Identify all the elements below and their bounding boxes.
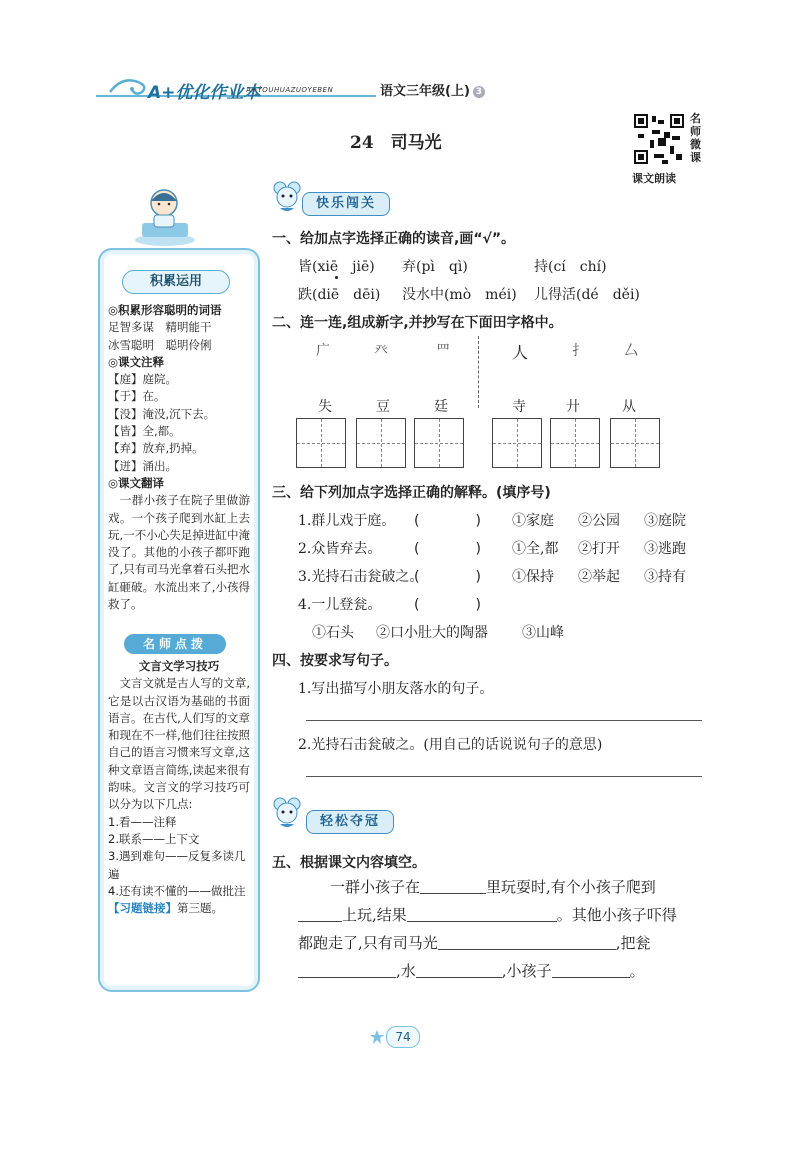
- radical-item[interactable]: 罒: [436, 343, 450, 359]
- q3-item-4: 4.一儿登瓮。: [298, 597, 382, 613]
- sidebar-line: 足智多谋 精明能干: [108, 320, 212, 335]
- radical-item[interactable]: 厶: [624, 343, 638, 359]
- mouse-mascot-icon: [270, 796, 304, 830]
- q3-item-1: 1.群儿戏于庭。: [298, 513, 396, 529]
- q3-opt: ③持有: [644, 569, 686, 585]
- tianzige-box[interactable]: [492, 418, 542, 468]
- q5-line-3: [298, 932, 651, 953]
- sidebar-line: 【弃】放弃,扔掉。: [108, 441, 204, 456]
- q5-text: ,水: [396, 962, 416, 980]
- q4-answer-line[interactable]: [306, 720, 702, 721]
- q5-text: 都跑走了,只有司马光: [298, 934, 438, 952]
- sidebar-title: 积累运用: [149, 274, 202, 289]
- grade-text: 语文三年级(上): [380, 84, 470, 99]
- tip-content: [108, 658, 250, 917]
- q5-text: 一群小孩子在: [330, 878, 421, 896]
- section-banner-happy: [302, 192, 390, 216]
- q5-blank[interactable]: [438, 935, 616, 950]
- q1-option[interactable]: [402, 256, 468, 276]
- q3-opt: ①全,都: [512, 541, 559, 557]
- component-item[interactable]: 豆: [376, 399, 390, 415]
- q4-item-1: 1.写出描写小朋友落水的句子。: [298, 681, 494, 697]
- component-item[interactable]: 廷: [434, 399, 448, 415]
- q1-row2-item3: 儿得活(dé děi): [534, 287, 640, 303]
- sidebar-content: [108, 302, 250, 613]
- qr-caption: 课文朗读: [632, 172, 676, 185]
- q5-text: ,小孩子: [501, 962, 552, 980]
- q5-text: ,把瓮: [615, 934, 651, 952]
- q3-opt: ②打开: [578, 541, 620, 557]
- qr-side-label: 名师微课: [690, 112, 701, 164]
- tianzige-box[interactable]: [356, 418, 406, 468]
- q3-opt: ①保持: [512, 569, 554, 585]
- sidebar-line: 【于】在。: [108, 389, 166, 404]
- tianzige-box[interactable]: [610, 418, 660, 468]
- q1-option[interactable]: [402, 284, 517, 304]
- radical-item[interactable]: 扌: [572, 343, 586, 359]
- exercise-link: [108, 900, 250, 917]
- question-4-title: 四、按要求写句子。: [272, 653, 398, 669]
- q5-blank[interactable]: [298, 907, 342, 922]
- sidebar-line: ◎课文注释: [108, 354, 165, 369]
- q1-row2-item2: 没水中(mò méi): [402, 287, 517, 303]
- radical-item[interactable]: 癶: [374, 343, 388, 359]
- sidebar-translation: 一群小孩子在院子里做游戏。一个孩子爬到水缸上去玩,一不小心失足掉进缸中淹没了。其他的小孩子都吓跑了,只有司马光拿着石头把水缸砸破。水流出来了,小孩得救了。: [108, 493, 250, 612]
- banner-text: 快乐闯关: [315, 196, 376, 211]
- q3-opt: ③庭院: [644, 513, 686, 529]
- radical-item[interactable]: 人: [512, 343, 529, 362]
- q3-opt: ③逃跑: [644, 541, 686, 557]
- tip-heading: 文言文学习技巧: [138, 659, 220, 673]
- q3-opt: ①石头: [312, 625, 354, 641]
- component-item[interactable]: 寺: [512, 399, 526, 415]
- q1-row1-item1: 皆(xiē jiē): [298, 259, 375, 275]
- q3-opt: ②举起: [578, 569, 620, 585]
- question-2-title: 二、连一连,组成新字,并抄写在下面田字格中。: [272, 315, 563, 331]
- sidebar-line: ◎课文翻译: [108, 475, 165, 490]
- q5-text: 。其他小孩子吓得: [556, 906, 677, 924]
- q3-item-2: 2.众皆弃去。: [298, 541, 382, 557]
- q3-opt: ②公园: [578, 513, 620, 529]
- tip-point: 1.看——注释: [108, 814, 177, 829]
- brand-title: A+优化作业本: [148, 83, 261, 103]
- component-item[interactable]: 从: [622, 399, 636, 415]
- qr-code-icon[interactable]: [634, 114, 684, 164]
- tianzige-box[interactable]: [296, 418, 346, 468]
- star-icon: [370, 1030, 384, 1044]
- question-3-title: 三、给下列加点字选择正确的解释。(填序号): [272, 485, 551, 501]
- sidebar-line: 冰雪聪明 聪明伶俐: [108, 337, 212, 352]
- page-number: 74: [386, 1026, 420, 1048]
- tip-point: 2.联系——上下文: [108, 831, 200, 846]
- q5-line-4: [298, 960, 645, 981]
- section-banner-win: [306, 810, 394, 834]
- tip-badge: [124, 634, 226, 654]
- q3-opt: ①家庭: [512, 513, 554, 529]
- girl-reading-illustration: [130, 185, 200, 247]
- q5-blank[interactable]: [298, 963, 396, 978]
- q5-text: 里玩耍时,有个小孩子爬到: [486, 878, 656, 896]
- q5-blank[interactable]: [407, 907, 557, 922]
- exercise-link-text: 第三题。: [177, 901, 223, 916]
- q3-opt: ②口小肚大的陶器: [376, 625, 488, 641]
- tip-title: 名师点拨: [142, 637, 207, 651]
- q5-blank[interactable]: [416, 963, 502, 978]
- sidebar-line: ◎积累形容聪明的词语: [108, 303, 222, 317]
- sidebar-title-badge: [122, 270, 230, 294]
- q1-row1-item3: 持(cí chí): [534, 259, 607, 275]
- q3-answer-paren[interactable]: ( ): [414, 513, 481, 529]
- q1-option[interactable]: [298, 284, 380, 304]
- q5-text: 。: [629, 962, 645, 980]
- q1-row2-item1: 跌(diē dēi): [298, 287, 381, 303]
- q1-option[interactable]: [298, 256, 375, 276]
- q4-item-2: 2.光持石击瓮破之。(用自己的话说说句子的意思): [298, 737, 603, 753]
- banner-text: 轻松夺冠: [319, 814, 380, 829]
- exercise-link-tag: 【习题链接】: [108, 901, 177, 916]
- question-1-title: 一、给加点字选择正确的读音,画“√”。: [272, 231, 516, 247]
- q5-blank[interactable]: [552, 963, 630, 978]
- tip-point: 4.还有读不懂的——做批注: [108, 883, 246, 898]
- sidebar-line: 【庭】庭院。: [108, 372, 177, 387]
- q4-answer-line[interactable]: [306, 776, 702, 777]
- q3-answer-paren[interactable]: ( ): [414, 597, 481, 613]
- q1-row1-item2: 弃(pì qì): [402, 259, 468, 275]
- component-item[interactable]: 廾: [566, 399, 580, 415]
- grade-label: [380, 80, 485, 99]
- tip-body: 文言文就是古人写的文章,它是以古汉语为基础的书面语言。在古代,人们写的文章和现在不一样,他们往往按照自己的语言习惯来写文章,这种文章语言简练,读起来很有韵味。文言文的学习技巧可以分为以下几点:: [108, 676, 250, 812]
- q5-line-1: [330, 876, 656, 897]
- tip-point: 3.遇到难句——反复多读几遍: [108, 849, 246, 881]
- lesson-title: 24 司马光: [350, 133, 442, 153]
- q2-divider: [478, 336, 479, 408]
- brand-subtitle: A+YOUHUAZUOYEBEN: [246, 86, 334, 94]
- mouse-mascot-icon: [270, 180, 304, 214]
- q1-option[interactable]: [534, 284, 640, 304]
- sidebar-line: 【皆】全,都。: [108, 424, 181, 439]
- tianzige-box[interactable]: [414, 418, 464, 468]
- q1-option[interactable]: [534, 256, 607, 276]
- grade-number: 3: [473, 86, 485, 98]
- q5-line-2: [298, 904, 677, 925]
- q3-opt: ③山峰: [522, 625, 564, 641]
- question-5-title: 五、根据课文内容填空。: [272, 855, 426, 871]
- radical-item[interactable]: 广: [316, 343, 330, 359]
- sidebar-line: 【迸】涌出。: [108, 458, 177, 473]
- q3-item-3: 3.光持石击瓮破之。: [298, 569, 424, 585]
- q3-answer-paren[interactable]: ( ): [414, 569, 481, 585]
- q5-text: 上玩,结果: [342, 906, 407, 924]
- sidebar-line: 【没】淹没,沉下去。: [108, 406, 216, 421]
- tianzige-box[interactable]: [550, 418, 600, 468]
- q3-answer-paren[interactable]: ( ): [414, 541, 481, 557]
- q5-blank[interactable]: [420, 879, 486, 894]
- component-item[interactable]: 失: [318, 399, 332, 415]
